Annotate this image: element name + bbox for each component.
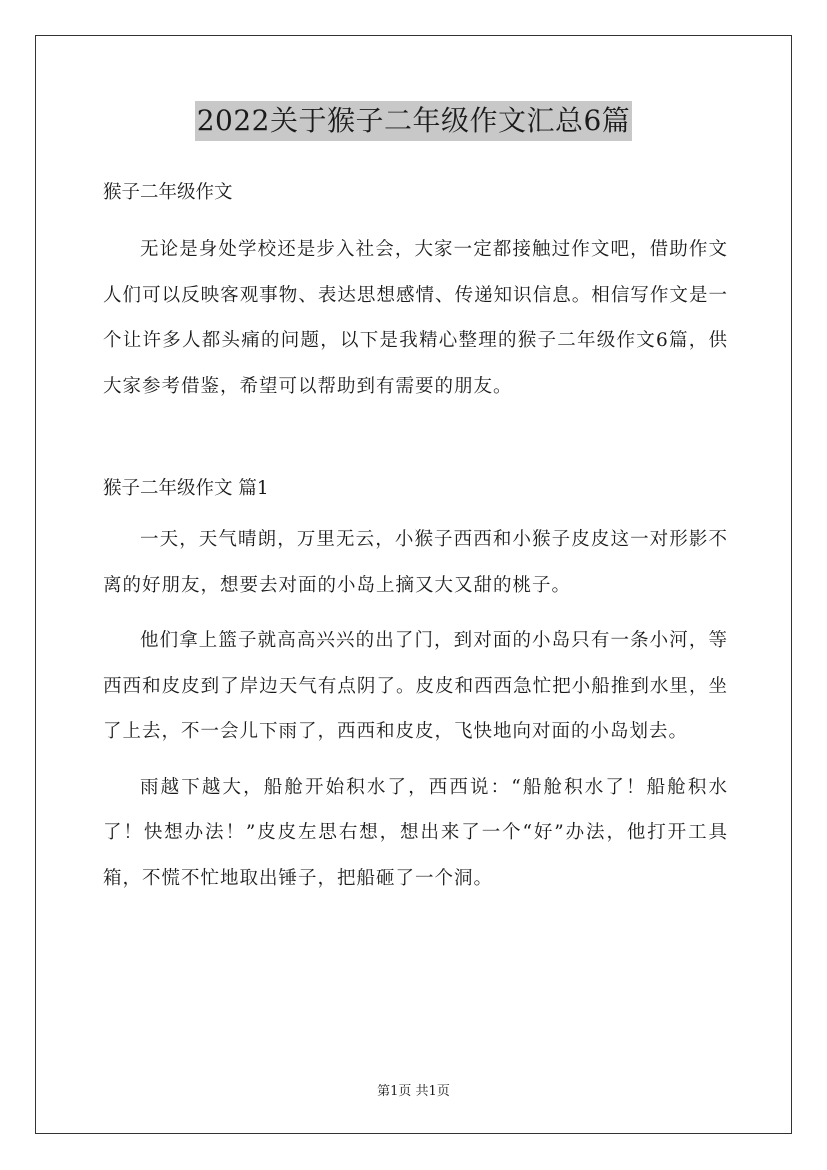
- essay-paragraph-1: 一天，天气晴朗，万里无云，小猴子西西和小猴子皮皮这一对形影不离的好朋友，想要去对面的小岛上摘又大又甜的桃子。: [103, 529, 728, 596]
- essay-paragraph-2: 他们拿上篮子就高高兴兴的出了门，到对面的小岛只有一条小河，等西西和皮皮到了岸边天气有点阴了。皮皮和西西急忙把小船推到水里，坐了上去，不一会儿下雨了，西西和皮皮，飞快地向对面的小岛划去。: [103, 630, 728, 742]
- page-footer: [0, 1082, 827, 1102]
- spacer: [103, 409, 728, 469]
- title-container: [0, 101, 827, 141]
- intro-paragraph: 无论是身处学校还是步入社会，大家一定都接触过作文吧，借助作文人们可以反映客观事物、表达思想感情、传递知识信息。相信写作文是一个让许多人都头痛的问题，以下是我精心整理的猴子二年级作文6篇，供大家参考借鉴，希望可以帮助到有需要的朋友。: [103, 239, 728, 397]
- essay-paragraph-3: 雨越下越大，船舱开始积水了，西西说：“船舱积水了！船舱积水了！快想办法！”皮皮左思右想，想出来了一个“好”办法，他打开工具箱，不慌不忙地取出锤子，把船砸了一个洞。: [103, 776, 728, 889]
- essay-heading: 猴子二年级作文 篇1: [103, 478, 269, 499]
- essay-section: [103, 469, 728, 901]
- section-heading: 猴子二年级作文: [103, 182, 233, 203]
- document-body: [103, 173, 728, 901]
- page-number: 第1页 共1页: [377, 1084, 450, 1099]
- document-title: 2022关于猴子二年级作文汇总6篇: [195, 101, 633, 141]
